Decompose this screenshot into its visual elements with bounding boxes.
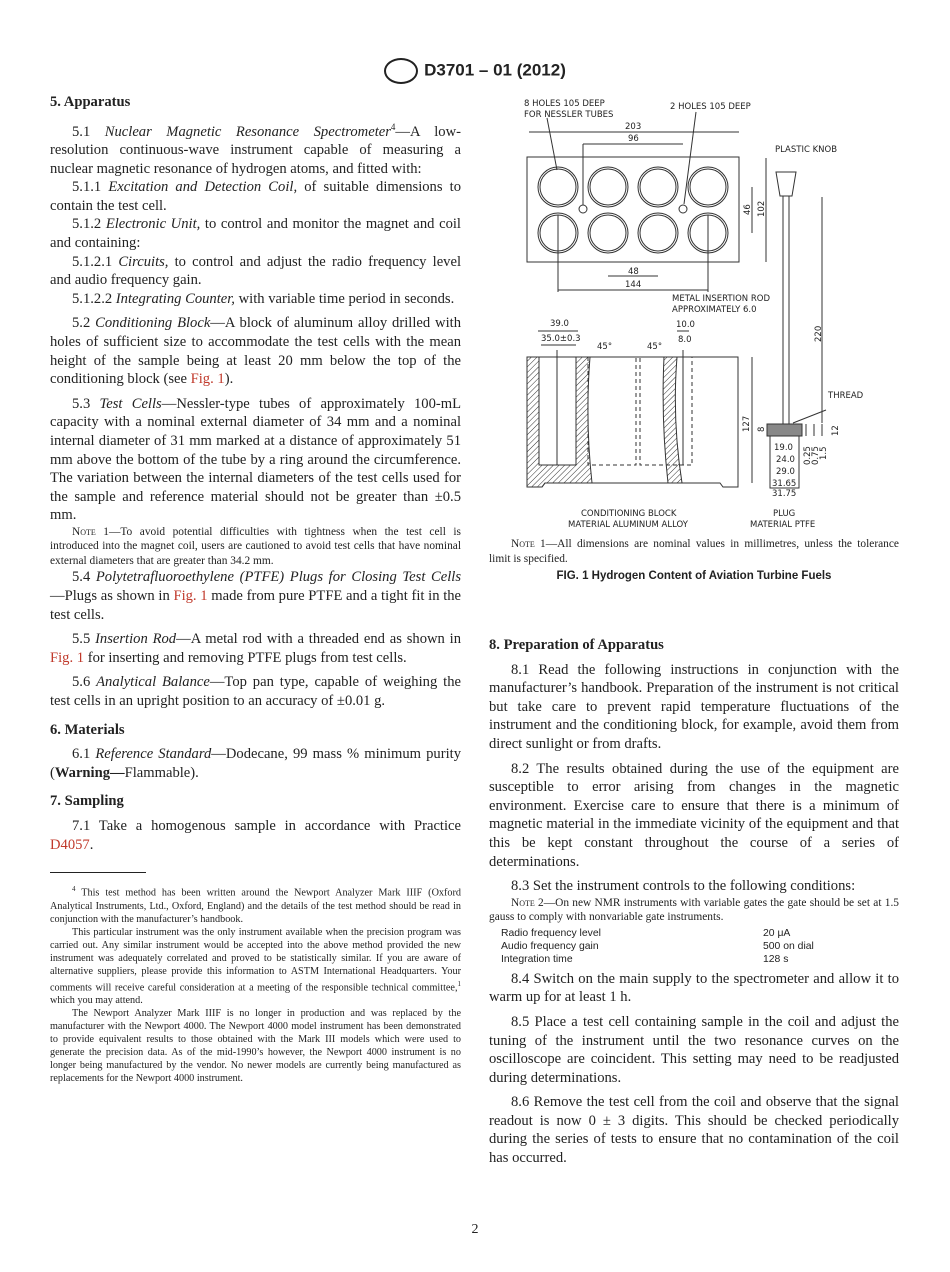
para-5-6: 5.6 Analytical Balance—Top pan type, capable of weighing the test cells in an upright position to an accuracy of ±0.01 g. [50,674,461,709]
svg-text:46: 46 [743,204,753,215]
left-column [50,93,461,1085]
svg-text:0.25: 0.25 [803,446,813,465]
fig1-link[interactable]: Fig. 1 [50,649,85,666]
svg-text:FOR NESSLER TUBES: FOR NESSLER TUBES [524,110,614,120]
svg-text:METAL INSERTION ROD: METAL INSERTION ROD [672,294,770,304]
svg-text:MATERIAL ALUMINUM ALLOY: MATERIAL ALUMINUM ALLOY [568,520,688,530]
section-7-heading: 7. Sampling [50,793,124,810]
designation: D3701 – 01 (2012) [424,60,566,80]
svg-text:220: 220 [814,325,824,342]
para-7-1: 7.1 Take a homogenous sample in accordance with Practice D4057. [50,817,461,853]
svg-text:45°: 45° [597,342,613,352]
para-5-4: 5.4 Polytetrafluoroethylene (PTFE) Plugs for Closing Test Cells—Plugs as shown in Fig. 1 made from pure PTFE and a tight fit in the test cells. [50,569,462,623]
svg-text:THREAD: THREAD [828,391,864,401]
page-number: 2 [471,1222,479,1237]
svg-text:96: 96 [628,134,639,144]
para-5-1-1: 5.1.1 Excitation and Detection Coil, of suitable dimensions to contain the test cell. [50,179,462,214]
fig1-link[interactable]: Fig. 1 [190,371,225,388]
svg-text:2 HOLES 105 DEEP: 2 HOLES 105 DEEP [670,102,751,112]
svg-text:12: 12 [831,425,841,436]
svg-text:CONDITIONING BLOCK: CONDITIONING BLOCK [581,509,677,519]
fig1-link[interactable]: Fig. 1 [173,588,208,605]
svg-text:0.75: 0.75 [811,446,821,465]
para-8-6: 8.6 Remove the test cell from the coil and observe that the signal readout is now 0 ± 3 digits. This should be checked periodically during the series of tests to ensure that no contamination of the coil has occurred. [489,1094,899,1167]
para-8-4: 8.4 Switch on the main supply to the spectrometer and allow it to warm up for at least 1 h. [489,970,899,1006]
svg-text:MATERIAL PTFE: MATERIAL PTFE [750,520,816,530]
para-8-2: 8.2 The results obtained during the use of the equipment are susceptible to error arising from changes in the magnetic environment. Exercise care to ensure that there is a minimum of magnetic material in the immediate vicinity of the equipment and that this be kept constant throughout the course of a series of determinations. [489,760,899,870]
svg-text:203: 203 [625,122,642,132]
block-top-view [527,157,739,262]
svg-text:127: 127 [742,415,752,432]
svg-text:PLASTIC KNOB: PLASTIC KNOB [775,145,838,155]
para-6-1: 6.1 Reference Standard—Dodecane, 99 mass % minimum purity (Warning—Flammable). [50,746,461,781]
table-row: Integration time 128 s [501,953,789,965]
svg-text:8.0: 8.0 [678,335,692,345]
svg-text:45°: 45° [647,342,663,352]
footnote-4-p3: The Newport Analyzer Mark IIIF is no longer in production and was replaced by the manufacturer with the Newport 4000. The Newport 4000 model instrument has been demonstrated to provide equivalent results to those obtained with the Mark III models which were used to generate the precision data. As of the mid-1990’s however, the Newport 4000 instrument is no longer being manufactured by the vendor. No newer models are currently being manufactured as replacements for the Newport 4000 instrument. [50,1007,461,1084]
figure-1-caption [489,537,899,584]
svg-text:10.0: 10.0 [676,320,695,330]
table-row: Radio frequency level 20 μA [501,927,791,939]
para-8-1: 8.1 Read the following instructions in conjunction with the manufacturer’s handbook. Preparation of the instrument is not critical but take care to prevent rapid temperature fluctuations of the instrument and the conditioning block, for example, avoid them from direct sunlight or from drafts. [489,661,899,752]
para-5-5: 5.5 Insertion Rod—A metal rod with a threaded end as shown in Fig. 1 for inserting and removing PTFE plugs from test cells. [50,631,461,666]
para-8-5: 8.5 Place a test cell containing sample in the coil and adjust the tuning of the instrument until the two resonance curves on the oscilloscope are coincident. This setting may need to be readjusted during determinations. [489,1013,899,1086]
para-8-3: 8.3 Set the instrument controls to the following conditions: [511,878,856,895]
para-5-1-2-1: 5.1.2.1 Circuits, to control and adjust the radio frequency level and audio frequency gain. [50,253,461,289]
svg-text:1.5: 1.5 [819,446,829,460]
knob [776,172,796,196]
svg-text:102: 102 [757,200,767,217]
svg-text:8: 8 [757,426,767,432]
figure-title: FIG. 1 Hydrogen Content of Aviation Turbine Fuels [556,570,832,582]
section-6-heading: 6. Materials [50,721,125,738]
tube-holes [538,167,728,253]
para-5-1-2-2: 5.1.2.2 Integrating Counter, with variable time period in seconds. [72,290,455,307]
svg-text:35.0±0.3: 35.0±0.3 [541,334,581,344]
svg-text:19.0: 19.0 [774,443,793,453]
svg-text:8 HOLES 105 DEEP: 8 HOLES 105 DEEP [524,99,605,109]
astm-logo [384,58,418,84]
svg-text:31.75: 31.75 [772,489,797,499]
plug [767,424,802,436]
right-column [489,636,899,1168]
table-row: Audio frequency gain 500 on dial [501,940,814,952]
para-5-1-2: 5.1.2 Electronic Unit, to control and monitor the magnet and coil and containing: [50,216,461,252]
svg-text:29.0: 29.0 [776,467,795,477]
svg-text:24.0: 24.0 [776,455,795,465]
svg-text:APPROXIMATELY 6.0: APPROXIMATELY 6.0 [672,305,757,315]
section-8-heading: 8. Preparation of Apparatus [489,637,664,653]
para-5-3: 5.3 Test Cells—Nessler-type tubes of approximately 100-mL capacity with a nominal external diameter of 34 mm and a nominal internal diameter of 31 mm marked at a distance of approximately 51 mm above the bottom of the tube by a ring around the circumference. The variation between the internal diameters of the test cells used for the sample and reference material should not be greater than ±0.5 mm. [50,395,462,524]
d4057-link[interactable]: D4057 [50,836,90,853]
svg-text:48: 48 [628,267,639,277]
figure-note-1: Note 1—All dimensions are nominal values in millimetres, unless the tolerance limit is specified. [489,538,899,565]
conditions-table [501,927,814,966]
footnote-rule [50,872,146,873]
para-5-1: 5.1 Nuclear Magnetic Resonance Spectrometer$^4$—A low-resolution continuous-wave instrument capable of measuring a nuclear magnetic resonance of hydrogen atoms, and fitted with: [50,121,461,177]
section-5-heading: 5. Apparatus [50,94,131,110]
footnote-4: $^4$ This test method has been written around the Newport Analyzer Mark IIIF (Oxford Analytical Instruments, Ltd., Oxford, England) and the details of the test method should be read in conjunction with the manufacturer’s handbook. [50,885,461,925]
footnote-4-p2: This particular instrument was the only instrument available when the precision program was carried out. Any similar instrument would be accepted into the above method provided the new instrument was adequately correlated and proved to be statistically similar. If you are aware of alternative suppliers, please provide this information to ASTM International Headquarters. Your comments will receive careful consideration at a meeting of the responsible technical committee,$^1$ which you may attend. [50,926,461,1006]
svg-text:31.65: 31.65 [772,479,797,489]
para-5-2: 5.2 Conditioning Block—A block of aluminum alloy drilled with holes of sufficient size to accommodate the test cells with the mean height of the sample being at least 20 mm below the top of the conditioning block (see Fig. 1). [50,315,461,388]
figure-1-drawing [490,90,910,535]
svg-text:PLUG: PLUG [773,509,796,519]
note-2: Note 2—On new NMR instruments with variable gates the gate should be set at 1.5 gauss to comply with nonvariable gate instruments. [489,896,899,924]
svg-text:144: 144 [625,280,642,290]
note-1: Note 1—To avoid potential difficulties with tightness when the test cell is introduced into the magnet coil, users are cautioned to avoid test cells that have nominal external diameters that are greater than 34.2 mm. [50,525,461,567]
page-header [0,58,950,84]
svg-text:39.0: 39.0 [550,319,569,329]
